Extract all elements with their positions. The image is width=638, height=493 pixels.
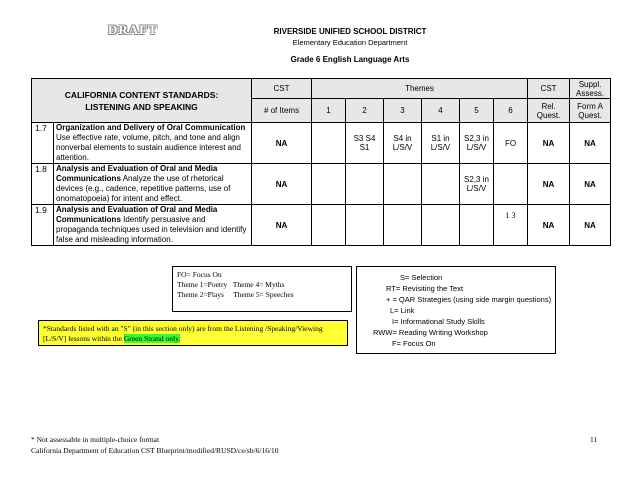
theme-cell xyxy=(346,164,384,205)
theme-cell: S3 S4 S1 xyxy=(346,123,384,164)
theme-number-4: 4 xyxy=(422,99,460,123)
standard-description xyxy=(54,205,252,246)
department-name: Elementary Education Department xyxy=(292,38,408,47)
code-legend-item: RWW= Reading Writing Workshop xyxy=(373,328,488,337)
col-header-suppl: Suppl. Assess. xyxy=(570,79,611,99)
grade-title: Grade 6 English Language Arts xyxy=(290,55,410,64)
standard-title: Analysis and Evaluation of Oral and Media Communications xyxy=(56,205,218,224)
code-legend-item: I= Informational Study Skills xyxy=(392,317,485,326)
col-header-cst2: CST xyxy=(528,79,570,99)
form-a-cell: NA xyxy=(570,123,611,164)
standard-text: Identify persuasive and propaganda techniques used in television and identify false and misleading information. xyxy=(56,215,247,244)
draft-watermark: DRAFT xyxy=(108,22,158,37)
rel-quest-cell: NA xyxy=(528,205,570,246)
theme-cell xyxy=(422,164,460,205)
legend-line: FO= Focus On xyxy=(177,270,222,279)
code-legend-box xyxy=(356,266,556,354)
col-header-rel-quest: Rel. Quest. xyxy=(528,99,570,123)
standards-note-text: *Standards listed with an "S" (in this section only) are from the Listening /Speaking/Viewing [L/S/V] lessons within the xyxy=(43,324,323,343)
table-row xyxy=(32,123,611,164)
rel-quest-cell: NA xyxy=(528,164,570,205)
items-cell: NA xyxy=(252,205,312,246)
code-legend-item: L= Link xyxy=(390,306,415,315)
legend-line: Theme 2=Plays Theme 5= Speeches xyxy=(177,290,294,299)
standard-number: 1.7 xyxy=(32,123,54,164)
form-a-cell: NA xyxy=(570,205,611,246)
table-row xyxy=(32,164,611,205)
footer-source: California Department of Education CST Blueprint/modified/RUSD/ce/sb/6/16/10 xyxy=(31,446,279,455)
col-header-themes: Themes xyxy=(312,79,528,99)
theme-cell xyxy=(312,164,346,205)
theme-number-6: 6 xyxy=(494,99,528,123)
theme-cell xyxy=(384,164,422,205)
theme-number-5: 5 xyxy=(460,99,494,123)
theme-legend-box xyxy=(172,266,352,312)
theme-number-2: 2 xyxy=(346,99,384,123)
code-legend-item: RT= Revisiting the Text xyxy=(386,284,464,293)
theme-cell xyxy=(312,205,346,246)
footer-note: * Not assessable in multiple-choice format xyxy=(31,435,160,444)
theme-number-3: 3 xyxy=(384,99,422,123)
theme-cell xyxy=(346,205,384,246)
col-header-cst: CST xyxy=(252,79,312,99)
col-header-form-a: Form A Quest. xyxy=(570,99,611,123)
standard-text: Analyze the use of rhetorical devices (e.g., cadence, repetitive patterns, use of onomatopoeia) for intent and effect. xyxy=(56,174,231,203)
theme-cell: S2,3 in L/S/V xyxy=(460,164,494,205)
page-number: 11 xyxy=(590,435,598,444)
standard-number: 1.8 xyxy=(32,164,54,205)
theme-cell xyxy=(422,205,460,246)
code-legend-item: F= Focus On xyxy=(392,339,436,348)
form-a-cell: NA xyxy=(570,164,611,205)
rel-quest-cell: NA xyxy=(528,123,570,164)
standard-text: Use effective rate, volume, pitch, and tone and align nonverbal elements to sustain audience interest and attention. xyxy=(56,133,242,162)
legend-line: Theme 1=Poetry Theme 4= Myths xyxy=(177,280,285,289)
items-cell: NA xyxy=(252,123,312,164)
standards-note-box xyxy=(38,320,348,346)
table-title-line2: LISTENING AND SPEAKING xyxy=(85,101,198,112)
table-title-cell xyxy=(32,79,252,123)
col-header-items: # of Items xyxy=(252,99,312,123)
theme-cell xyxy=(384,205,422,246)
theme-cell: S4 in L/S/V xyxy=(384,123,422,164)
standards-table xyxy=(31,78,611,246)
standard-description xyxy=(54,123,252,164)
items-cell: NA xyxy=(252,164,312,205)
theme-cell: FO xyxy=(494,123,528,164)
code-legend-item: + = QAR Strategies (using side margin questions) xyxy=(386,295,552,304)
theme-number-1: 1 xyxy=(312,99,346,123)
theme-cell: S2,3 in L/S/V xyxy=(460,123,494,164)
theme-cell: 1 3 xyxy=(494,205,528,246)
theme-cell: S1 in L/S/V xyxy=(422,123,460,164)
theme-cell xyxy=(460,205,494,246)
table-row xyxy=(32,205,611,246)
standard-description xyxy=(54,164,252,205)
standard-number: 1.9 xyxy=(32,205,54,246)
standard-title: Organization and Delivery of Oral Communication xyxy=(56,123,246,132)
district-name: RIVERSIDE UNIFIED SCHOOL DISTRICT xyxy=(273,27,427,36)
theme-cell xyxy=(494,164,528,205)
green-strand-highlight: Green Strand only. xyxy=(123,334,181,343)
standard-title: Analysis and Evaluation of Oral and Media Communications xyxy=(56,164,218,183)
code-legend-item: S= Selection xyxy=(400,273,443,282)
table-title-line1: CALIFORNIA CONTENT STANDARDS: xyxy=(64,89,219,100)
theme-cell xyxy=(312,123,346,164)
